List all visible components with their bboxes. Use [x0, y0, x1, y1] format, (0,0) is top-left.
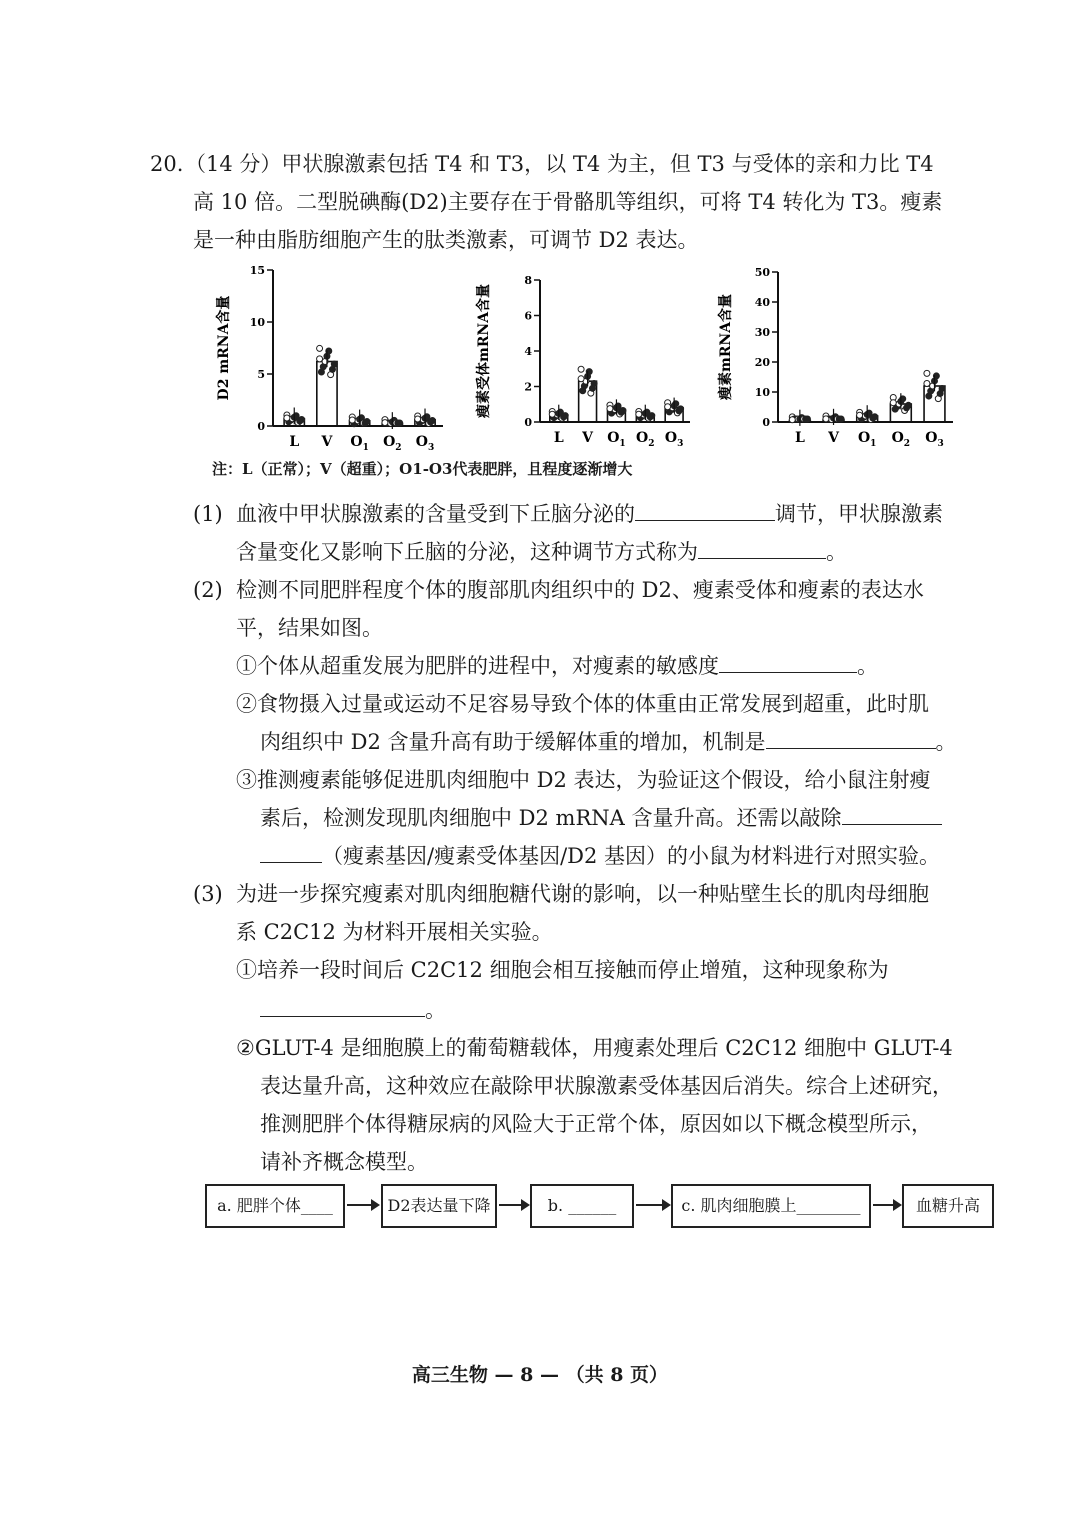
y-tick-label: 20	[754, 356, 770, 369]
q1-text-1a: 血液中甲状腺激素的含量受到下丘脑分泌的	[236, 502, 635, 526]
y-tick-label: 6	[524, 309, 532, 323]
x-tick-label: $O_3$	[925, 430, 944, 449]
y-tick-label: 50	[754, 266, 770, 279]
x-tick-label: $O_1$	[857, 430, 877, 449]
q2-sub1-blank[interactable]	[719, 652, 857, 673]
q1-text-2a: 含量变化又影响下丘脑的分泌，这种调节方式称为	[236, 540, 698, 564]
flow-box-c[interactable]: c. 肌肉细胞膜上________	[671, 1184, 871, 1228]
y-tick-label: 30	[754, 326, 770, 339]
data-point	[649, 413, 655, 419]
x-tick-label: $O_2$	[891, 430, 911, 449]
flow-box-d2: D2表达量下降	[381, 1184, 497, 1228]
intro-line-2: 高 10 倍。二型脱碘酶(D2)主要存在于骨骼肌等组织，可将 T4 转化为 T3。瘦素	[193, 190, 943, 214]
q2-label: (2)	[193, 578, 223, 602]
data-point	[872, 414, 878, 420]
q2-line-2: 平，结果如图。	[236, 616, 383, 640]
q3-sub1-line-2	[260, 996, 446, 1024]
q2-sub1-text: ①个体从超重发展为肥胖的进程中，对瘦素的敏感度	[236, 654, 719, 678]
y-tick-label: 40	[754, 296, 770, 309]
q3-sub1-line-1: ①培养一段时间后 C2C12 细胞会相互接触而停止增殖，这种现象称为	[236, 958, 889, 982]
data-point	[823, 416, 829, 422]
data-point	[317, 345, 323, 351]
data-point	[429, 418, 435, 424]
intro-line-1: （14 分）甲状腺激素包括 T4 和 T3，以 T4 为主，但 T3 与受体的亲和力比 T4	[185, 152, 934, 176]
question-number: 20.	[150, 152, 184, 176]
q1-text-1b: 调节，甲状腺激素	[775, 502, 943, 526]
y-tick-label: 2	[524, 380, 532, 394]
q2-sub3-line-3	[260, 842, 940, 870]
data-point	[364, 419, 370, 425]
chart-d2-mrna	[215, 264, 443, 453]
q2-sub2-end: 。	[935, 730, 957, 754]
arrow-icon	[345, 1195, 381, 1215]
data-point	[317, 356, 323, 362]
data-point	[838, 416, 844, 422]
q1-answer-blank-2[interactable]	[698, 538, 826, 559]
q2-sub1-end: 。	[857, 654, 878, 678]
q3-sub2-line-2: 表达量升高，这种效应在敲除甲状腺激素受体基因后消失。综合上述研究，	[260, 1074, 953, 1098]
q3-sub2-line-3: 推测肥胖个体得糖尿病的风险大于正常个体，原因如以下概念模型所示，	[260, 1112, 932, 1136]
chart-note: 注：L（正常）；V（超重）；O1-O3代表肥胖，且程度逐渐增大	[212, 460, 633, 478]
q2-line-1: 检测不同肥胖程度个体的腹部肌肉组织中的 D2、瘦素受体和瘦素的表达水	[236, 578, 924, 602]
x-tick-label: $O_3$	[415, 434, 435, 453]
chart-leptin-mrna	[717, 266, 953, 449]
data-point	[562, 413, 568, 419]
data-point	[415, 416, 421, 422]
data-point	[905, 402, 911, 408]
data-point	[299, 416, 305, 422]
y-tick-label: 4	[524, 345, 532, 358]
y-axis-label: 瘦素mRNA含量	[718, 293, 734, 401]
data-point	[636, 411, 642, 417]
arrow-icon	[871, 1195, 903, 1215]
q2-sub3-text: 素后，检测发现肌肉细胞中 D2 mRNA 含量升高。还需以敲除	[260, 806, 842, 830]
data-point	[578, 376, 584, 382]
q2-sub3-line-2	[260, 804, 942, 832]
q3-label: (3)	[193, 882, 223, 906]
x-tick-label: L	[289, 434, 300, 450]
x-tick-label: $O_2$	[636, 430, 655, 449]
data-point	[857, 412, 863, 418]
x-tick-label: V	[582, 430, 594, 446]
q2-sub2-line-2	[260, 728, 957, 756]
q2-sub3-end: （瘦素基因/瘦素受体基因/D2 基因）的小鼠为材料进行对照实验。	[322, 844, 941, 868]
q2-sub2-blank[interactable]	[766, 728, 936, 749]
arrow-icon	[497, 1195, 531, 1215]
data-point	[890, 400, 896, 406]
chart-leptin-receptor-mrna	[475, 274, 690, 449]
q2-sub3-line-1: ③推测瘦素能够促进肌肉细胞中 D2 表达，为验证这个假设，给小鼠注射瘦	[236, 768, 931, 792]
data-point	[591, 381, 597, 387]
data-point	[607, 406, 613, 412]
y-tick-label: 15	[249, 264, 265, 277]
x-tick-label: L	[553, 430, 564, 446]
intro-line-3: 是一种由脂肪细胞产生的肽类激素，可调节 D2 表达。	[193, 228, 699, 252]
q2-sub1	[236, 652, 878, 680]
data-point	[578, 366, 584, 372]
q3-line-1: 为进一步探究瘦素对肌肉细胞糖代谢的影响，以一种贴壁生长的肌肉母细胞	[236, 882, 929, 906]
x-tick-label: $O_1$	[350, 434, 369, 453]
q3-sub1-blank[interactable]	[260, 996, 425, 1017]
y-tick-label: 8	[524, 274, 532, 287]
data-point	[939, 386, 945, 392]
data-point	[924, 380, 930, 386]
data-point	[665, 404, 671, 410]
q3-sub2-line-4: 请补齐概念模型。	[260, 1150, 428, 1174]
data-point	[678, 406, 684, 412]
q1-answer-blank-1[interactable]	[635, 500, 775, 521]
y-tick-label: 0	[524, 416, 532, 429]
concept-model-flow	[205, 1180, 1000, 1236]
flow-box-end: 血糖升高	[902, 1184, 994, 1228]
arrow-icon	[634, 1195, 672, 1215]
x-tick-label: L	[794, 430, 805, 446]
flow-box-b[interactable]: b. ______	[530, 1184, 634, 1228]
data-point	[349, 417, 355, 423]
data-point	[789, 417, 795, 423]
y-tick-label: 10	[754, 386, 770, 399]
y-tick-label: 5	[257, 368, 265, 381]
q3-line-2: 系 C2C12 为材料开展相关实验。	[236, 920, 553, 944]
bar-charts	[200, 258, 1000, 458]
flow-box-a[interactable]: a. 肥胖个体____	[205, 1184, 345, 1228]
data-point	[397, 420, 403, 426]
y-tick-label: 0	[762, 416, 770, 429]
x-tick-label: $O_3$	[664, 430, 684, 449]
q1-line-2	[236, 538, 847, 566]
q2-sub2-text: 肉组织中 D2 含量升高有助于缓解体重的增加，机制是	[260, 730, 766, 754]
x-tick-label: $O_1$	[607, 430, 626, 449]
q3-sub2-line-1: ②GLUT-4 是细胞膜上的葡萄糖载体，用瘦素处理后 C2C12 细胞中 GLUT-4	[236, 1036, 953, 1060]
data-point	[382, 420, 388, 426]
q1-text-2b: 。	[826, 540, 847, 564]
q1-label: (1)	[193, 502, 223, 526]
data-point	[331, 361, 337, 367]
q2-sub2-line-1: ②食物摄入过量或运动不足容易导致个体的体重由正常发展到超重，此时肌	[236, 692, 929, 716]
y-axis-label: D2 mRNA含量	[216, 295, 232, 401]
y-tick-label: 0	[257, 420, 265, 433]
y-tick-label: 10	[249, 316, 265, 329]
data-point	[620, 407, 626, 413]
q1-line-1	[236, 500, 943, 528]
y-axis-label: 瘦素受体mRNA含量	[476, 283, 492, 419]
q3-sub1-end: 。	[425, 998, 446, 1022]
x-tick-label: V	[321, 434, 333, 450]
x-tick-label: V	[828, 430, 839, 446]
data-point	[284, 415, 290, 421]
data-point	[549, 411, 555, 417]
data-point	[804, 416, 810, 422]
page-footer: 高三生物 — 8 — （共 8 页）	[411, 1364, 669, 1386]
q2-sub3-blank-a[interactable]	[842, 804, 942, 825]
q2-sub3-blank-b[interactable]	[260, 842, 322, 863]
x-tick-label: $O_2$	[383, 434, 402, 453]
data-point	[924, 370, 930, 376]
